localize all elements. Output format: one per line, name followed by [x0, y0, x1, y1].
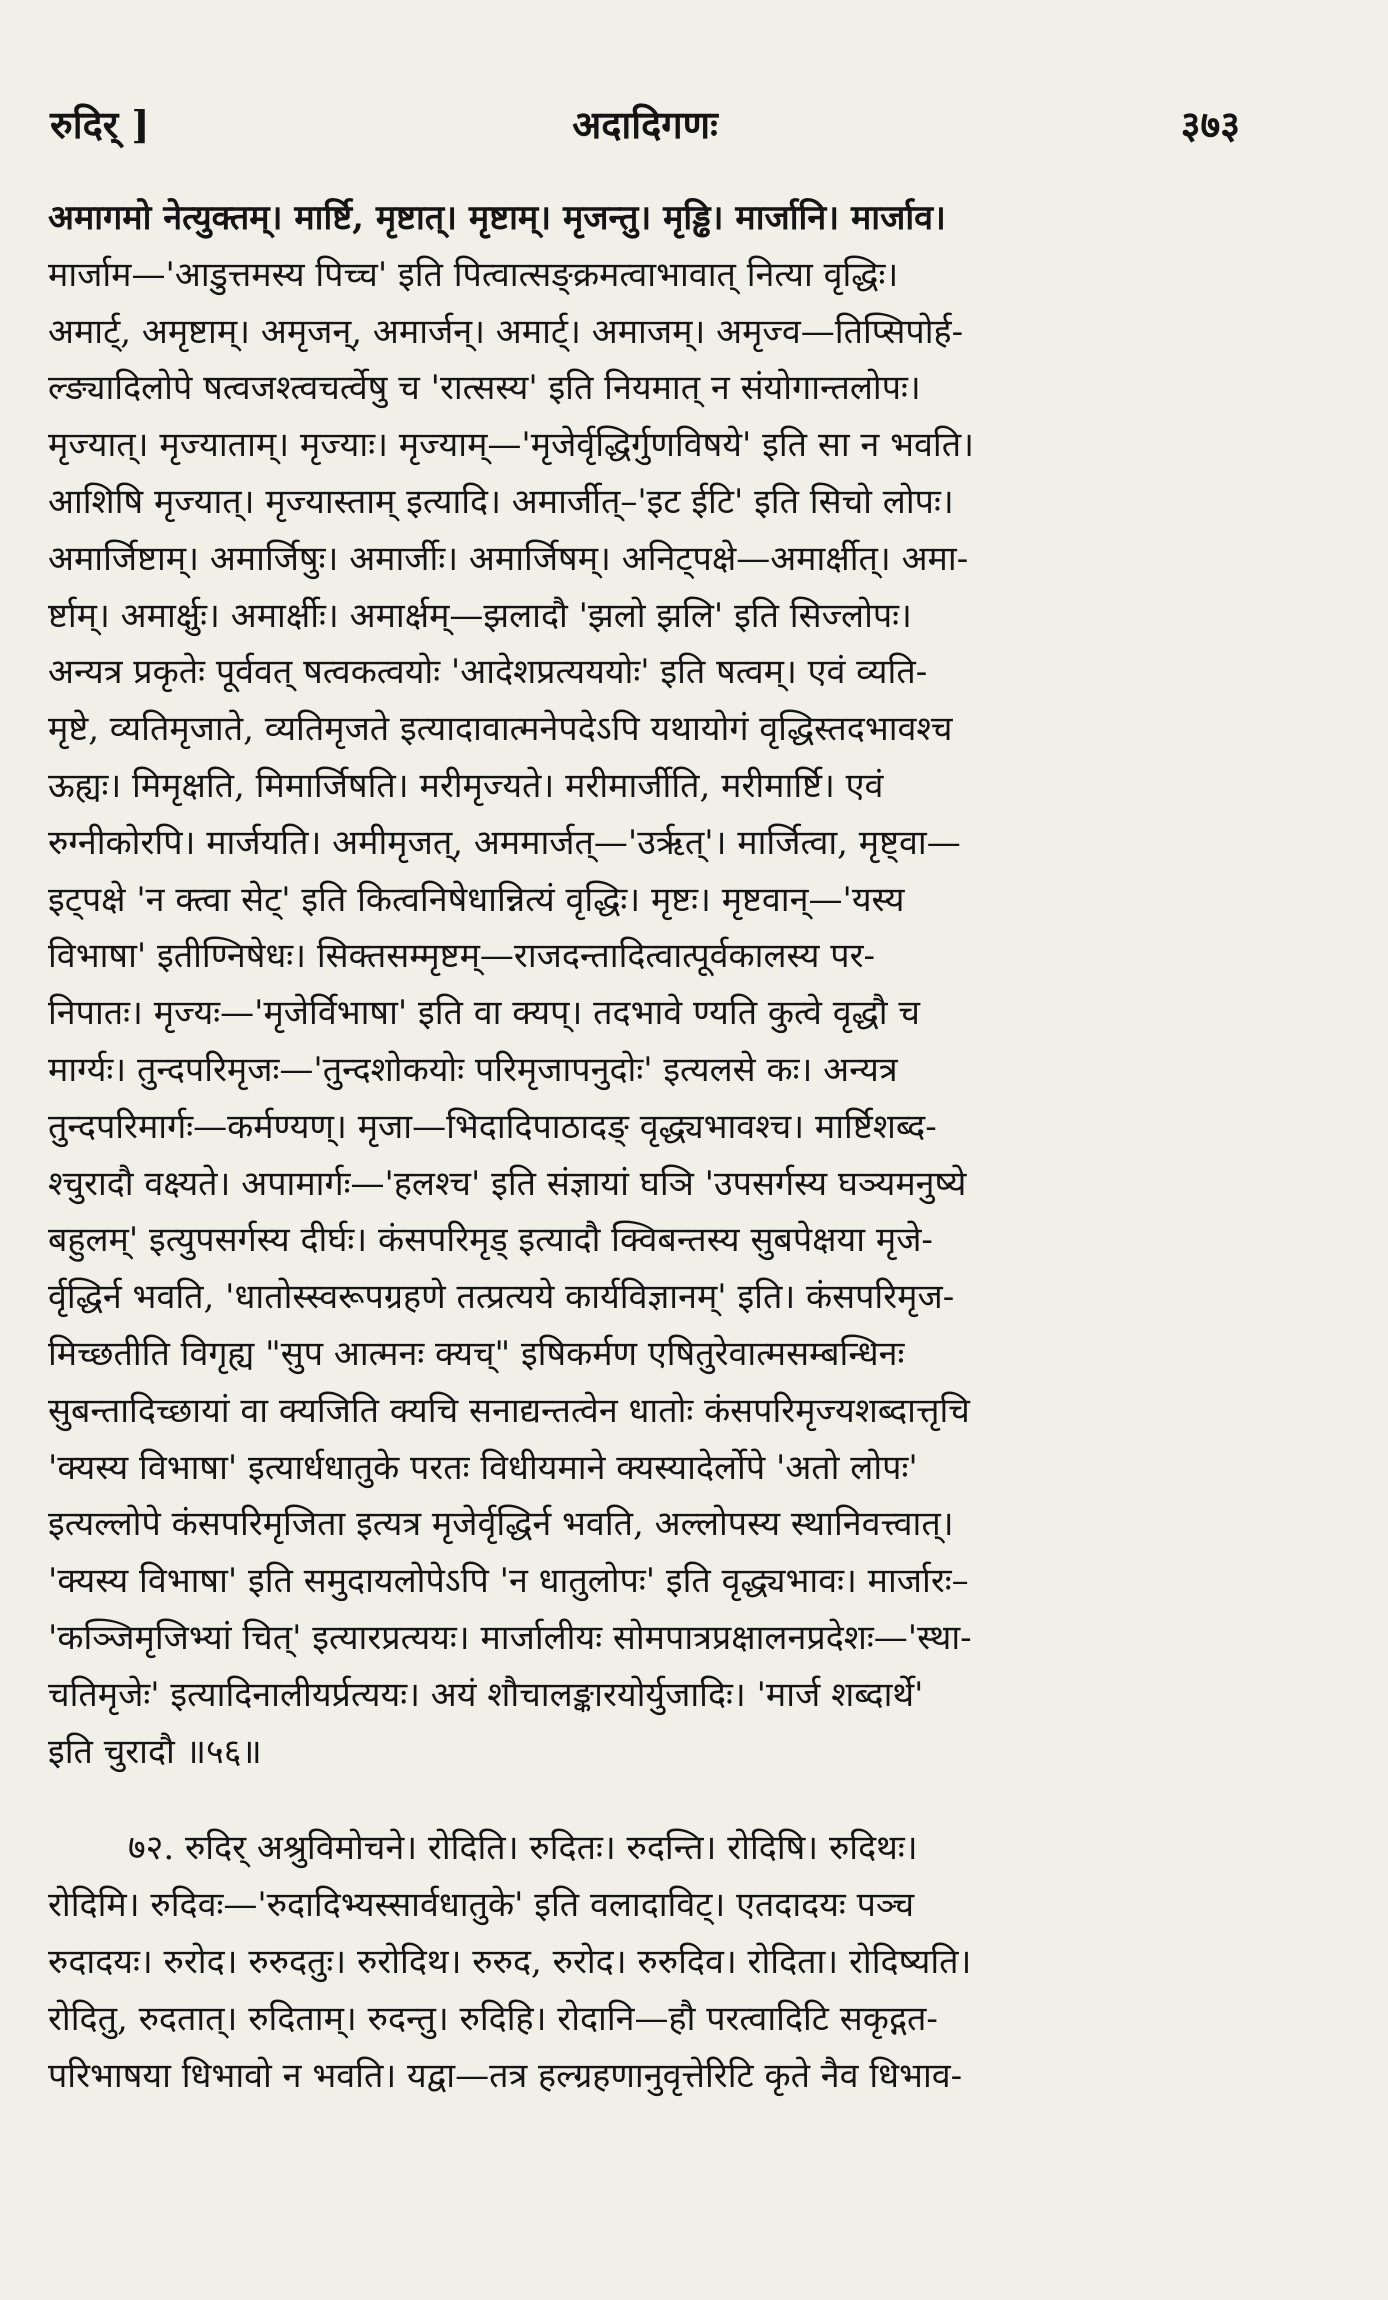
text-line: र्ष्टाम्। अमार्क्षुः। अमार्क्षीः। अमार्क्षम्—झलादौ 'झलो झलि' इति सिज्लोपः। [48, 595, 912, 636]
text-line: अन्यत्र प्रकृतेः पूर्ववत् षत्वकत्वयोः 'आदेशप्रत्यययोः' इति षत्वम्। एवं व्यति- [48, 652, 928, 693]
text-line: तुन्दपरिमार्गः—कर्मण्यण्। मृजा—भिदादिपाठादङ् वृद्ध्यभावश्च। मार्ष्टिशब्द- [48, 1106, 937, 1147]
body-text [48, 190, 1248, 2104]
text-line: मार्ग्यः। तुन्दपरिमृजः—'तुन्दशोकयोः परिमृजापनुदोः' इत्यलसे कः। अन्यत्र [48, 1049, 898, 1090]
text-line: श्चुरादौ वक्ष्यते। अपामार्गः—'हलश्च' इति संज्ञायां घञि 'उपसर्गस्य घञ्यमनुष्ये [48, 1163, 967, 1204]
text-line: ल्ङ्यादिलोपे षत्वजश्त्वचर्त्वेषु च 'रात्सस्य' इति नियमात् न संयोगान्तलोपः। [48, 368, 921, 409]
text-line: बहुलम्' इत्युपसर्गस्य दीर्घः। कंसपरिमृड् इत्यादौ क्विबन्तस्य सुबपेक्षया मृजे- [48, 1220, 933, 1261]
text-line: 'कञ्जिमृजिभ्यां चित्' इत्यारप्रत्ययः। मार्जालीयः सोमपात्रप्रक्षालनप्रदेशः—'स्था- [48, 1617, 972, 1658]
text-line: अमार्ट्, अमृष्टाम्। अमृजन्, अमार्जन्। अमार्ट्। अमाजम्। अमृज्व—तिप्सिपोर्ह- [48, 311, 964, 352]
text-line: रोदिमि। रुदिवः—'रुदादिभ्यस्सार्वधातुके' इति वलादाविट्। एतदादयः पञ्च [48, 1885, 915, 1926]
text-line: मिच्छतीति विगृह्य "सुप आत्मनः क्यच्" इषिकर्मण एषितुरेवात्मसम्बन्धिनः [48, 1333, 905, 1374]
text-line: इति चुरादौ ॥५६॥ [48, 1731, 262, 1772]
text-line: 'क्यस्य विभाषा' इत्यार्धधातुके परतः विधीयमाने क्यस्यादेर्लोपे 'अतो लोपः' [48, 1447, 918, 1488]
text-line: इट्पक्षे 'न क्त्वा सेट्' इति कित्वनिषेधान्नित्यं वृद्धिः। मृष्टः। मृष्टवान्—'यस्य [48, 879, 905, 920]
text-line: सुबन्तादिच्छायां वा क्यजिति क्यचि सनाद्यन्तत्वेन धातोः कंसपरिमृज्यशब्दात्तृचि [48, 1390, 970, 1431]
text-line: ऊह्यः। मिमृक्षति, मिमार्जिषति। मरीमृज्यते। मरीमार्जीति, मरीमार्ष्टि। एवं [48, 765, 884, 806]
text-line: रोदितु, रुदतात्। रुदिताम्। रुदन्तु। रुदिहि। रोदानि—हौ परत्वादिटि सकृद्गत- [48, 1998, 938, 2039]
text-line: विभाषा' इतीण्निषेधः। सिक्तसम्मृष्टम्—राजदन्तादित्वात्पूर्वकालस्य पर- [48, 936, 875, 977]
text-line: अमार्जिष्टाम्। अमार्जिषुः। अमार्जीः। अमार्जिषम्। अनिट्पक्षे—अमार्क्षीत्। अमा- [48, 538, 969, 579]
text-line: चतिमृजेः' इत्यादिनालीयर्प्रत्ययः। अयं शौचालङ्कारयोर्युजादिः। 'मार्ज शब्दार्थे' [48, 1674, 924, 1715]
text-line: रुग्नीकोरपि। मार्जयति। अमीमृजत्, अममार्जत्—'उर्ऋत्'। मार्जित्वा, मृष्ट्वा— [48, 822, 961, 863]
page-number: ३७३ [1180, 102, 1240, 147]
text-line: मार्जाम—'आडुत्तमस्य पिच्च' इति पित्वात्सङ्क्रमत्वाभावात् नित्या वृद्धिः। [48, 254, 899, 295]
text-line: निपातः। मृज्यः—'मृजेर्विभाषा' इति वा क्यप्। तदभावे ण्यति कुत्वे वृद्धौ च [48, 993, 920, 1034]
page-header [50, 100, 1240, 150]
text-line: अमागमो नेत्युक्तम्। मार्ष्टि, मृष्टात्। मृष्टाम्। मृजन्तु। मृड्ढि। मार्जानि। मार्जाव। [48, 198, 946, 238]
text-line: मृष्टे, व्यतिमृजाते, व्यतिमृजते इत्यादावात्मनेपदेऽपि यथायोगं वृद्धिस्तदभावश्च [48, 709, 953, 750]
text-line: इत्यल्लोपे कंसपरिमृजिता इत्यत्र मृजेर्वृद्धिर्न भवति, अल्लोपस्य स्थानिवत्त्वात्। [48, 1504, 954, 1545]
paragraph-2 [48, 1820, 1248, 2104]
text-line: 'क्यस्य विभाषा' इति समुदायलोपेऽपि 'न धातुलोपः' इति वृद्ध्यभावः। मार्जारः– [48, 1561, 969, 1602]
paragraph-1 [48, 190, 1248, 1780]
text-line: र्वृद्धिर्न भवति, 'धातोस्स्वरूपग्रहणे तत्प्रत्यये कार्यविज्ञानम्' इति। कंसपरिमृज- [48, 1277, 955, 1318]
text-line: मृज्यात्। मृज्याताम्। मृज्याः। मृज्याम्—'मृजेर्वृद्धिर्गुणविषये' इति सा न भवति। [48, 425, 974, 466]
text-line: ७२. रुदिर् अश्रुविमोचने। रोदिति। रुदितः। रुदन्ति। रोदिषि। रुदिथः। [128, 1828, 918, 1869]
text-line: आशिषि मृज्यात्। मृज्यास्ताम् इत्यादि। अमार्जीत्–'इट ईटि' इति सिचो लोपः। [48, 481, 954, 522]
paragraph-gap [48, 1780, 1248, 1820]
header-section-marker: रुदिर् ] [50, 102, 150, 147]
text-line: परिभाषया धिभावो न भवति। यद्वा—तत्र हल्ग्रहणानुवृत्तेरिटि कृते नैव धिभाव- [48, 2055, 963, 2096]
header-title: अदादिगणः [572, 102, 718, 147]
text-line: रुदादयः। रुरोद। रुरुदतुः। रुरोदिथ। रुरुद, रुरोद। रुरुदिव। रोदिता। रोदिष्यति। [48, 1941, 972, 1982]
